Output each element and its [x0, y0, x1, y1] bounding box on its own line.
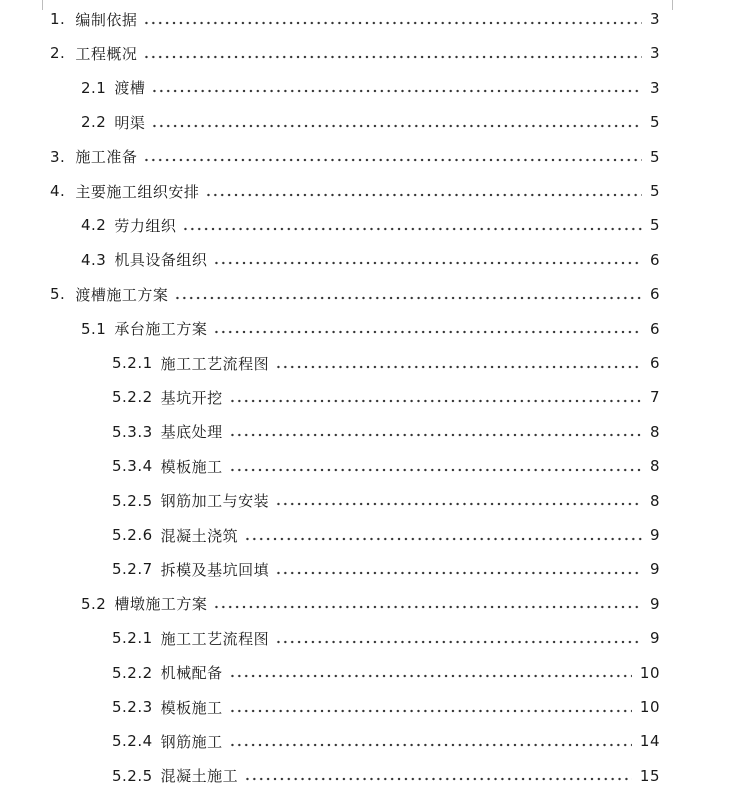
toc-entry-title: 主要施工组织安排: [75, 182, 200, 201]
toc-dot-leader: [229, 468, 642, 472]
toc-entry-page-number: 14: [639, 732, 660, 751]
toc-entry[interactable]: [112, 726, 660, 756]
toc-dot-leader: [229, 743, 632, 747]
toc-dot-leader: [275, 502, 642, 506]
toc-entry-title: 施工准备: [75, 148, 138, 167]
toc-entry-number: 4.3: [81, 250, 107, 269]
toc-dot-leader: [143, 21, 642, 25]
toc-dot-leader: [244, 777, 632, 781]
toc-dot-leader: [182, 227, 642, 231]
toc-entry-number: 4.2: [81, 216, 107, 235]
toc-entry-title: 承台施工方案: [114, 320, 208, 339]
toc-entry-number: 5.3.4: [112, 457, 153, 476]
toc-entry-page-number: 7: [649, 388, 660, 407]
toc-entry-number: 5.1: [81, 319, 107, 338]
toc-entry-title: 工程概况: [75, 44, 138, 63]
toc-entry-number: 5.2.2: [112, 388, 153, 407]
toc-entry[interactable]: [50, 4, 660, 34]
toc-entry-number: 2.1: [81, 78, 107, 97]
toc-entry[interactable]: [50, 176, 660, 206]
toc-dot-leader: [213, 261, 642, 265]
toc-entry-number: 5.3.3: [112, 422, 153, 441]
toc-entry[interactable]: [112, 520, 660, 550]
toc-entry-number: 1.: [50, 10, 66, 28]
toc-entry-number: 5.2.6: [112, 526, 153, 544]
toc-entry-number: 5.2: [81, 594, 107, 613]
toc-entry-number: 3.: [50, 147, 66, 166]
toc-entry-page-number: 6: [649, 285, 660, 304]
toc-entry-page-number: 8: [649, 457, 660, 476]
toc-entry-page-number: 9: [649, 594, 660, 613]
toc-entry-title: 施工工艺流程图: [160, 629, 270, 648]
toc-dot-leader: [143, 158, 642, 162]
toc-entry-title: 钢筋施工: [160, 732, 223, 751]
toc-entry-title: 编制依据: [75, 10, 138, 29]
toc-entry[interactable]: [81, 314, 660, 344]
toc-dot-leader: [229, 709, 632, 713]
toc-entry[interactable]: [81, 245, 660, 275]
toc-entry-title: 机械配备: [160, 664, 223, 683]
toc-dot-leader: [275, 640, 642, 644]
toc-entry-page-number: 9: [649, 560, 660, 579]
toc-entry-title: 模板施工: [160, 698, 223, 717]
toc-entry-title: 明渠: [114, 113, 146, 132]
toc-dot-leader: [275, 571, 642, 575]
toc-dot-leader: [151, 124, 642, 128]
toc-entry-title: 拆模及基坑回填: [160, 560, 270, 579]
toc-dot-leader: [229, 674, 632, 678]
toc-entry-number: 5.2.5: [112, 766, 153, 785]
toc-entry-page-number: 8: [649, 491, 660, 510]
toc-entry-title: 劳力组织: [114, 216, 177, 235]
toc-entry-number: 5.2.5: [112, 491, 153, 510]
toc-entry-page-number: 5: [649, 216, 660, 235]
page-corner-mark-right: [672, 0, 687, 10]
toc-entry-number: 5.: [50, 285, 66, 304]
toc-entry-title: 槽墩施工方案: [114, 595, 208, 614]
toc-entry-number: 5.2.7: [112, 560, 153, 579]
page-corner-mark-left: [28, 0, 43, 10]
toc-entry-page-number: 5: [649, 182, 660, 200]
toc-entry-page-number: 15: [639, 766, 660, 785]
toc-entry-page-number: 8: [649, 422, 660, 441]
toc-entry[interactable]: [112, 451, 660, 481]
toc-dot-leader: [229, 433, 642, 437]
toc-entry-page-number: 10: [639, 698, 660, 716]
toc-entry[interactable]: [112, 761, 660, 791]
toc-entry-page-number: 6: [649, 319, 660, 338]
toc-entry-number: 2.2: [81, 113, 107, 132]
toc-entry[interactable]: [112, 623, 660, 653]
toc-entry-title: 渡槽: [114, 79, 146, 98]
toc-entry-page-number: 3: [649, 10, 660, 28]
toc-dot-leader: [174, 296, 642, 300]
toc-dot-leader: [213, 605, 642, 609]
toc-entry-number: 5.2.4: [112, 732, 153, 751]
toc-entry-number: 5.2.3: [112, 698, 153, 716]
toc-dot-leader: [213, 330, 642, 334]
toc-entry-number: 5.2.1: [112, 629, 153, 648]
toc-entry[interactable]: [112, 658, 660, 688]
toc-entry-number: 2.: [50, 44, 66, 63]
toc-entry[interactable]: [81, 107, 660, 137]
toc-entry[interactable]: [112, 692, 660, 722]
toc-entry-page-number: 9: [649, 629, 660, 648]
toc-entry[interactable]: [112, 554, 660, 584]
toc-entry-number: 5.2.2: [112, 663, 153, 682]
toc-entry-number: 4.: [50, 182, 66, 200]
toc-dot-leader: [205, 193, 642, 197]
toc-entry-page-number: 10: [639, 663, 660, 682]
toc-entry[interactable]: [112, 382, 660, 412]
toc-entry-page-number: 5: [649, 113, 660, 132]
toc-entry-title: 基坑开挖: [160, 388, 223, 407]
toc-entry-page-number: 6: [649, 250, 660, 269]
toc-dot-leader: [229, 399, 642, 403]
toc-entry-title: 混凝土施工: [160, 767, 239, 786]
toc-entry-title: 模板施工: [160, 457, 223, 476]
toc-entry-title: 基底处理: [160, 423, 223, 442]
toc-entry-page-number: 3: [649, 44, 660, 63]
toc-entry-page-number: 5: [649, 147, 660, 166]
toc-entry-page-number: 9: [649, 526, 660, 544]
toc-entry[interactable]: [81, 73, 660, 103]
toc-entry[interactable]: [112, 348, 660, 378]
toc-entry-title: 钢筋加工与安装: [160, 492, 270, 511]
toc-entry[interactable]: [50, 279, 660, 309]
toc-entry-title: 施工工艺流程图: [160, 354, 270, 373]
toc-entry-title: 混凝土浇筑: [160, 526, 239, 545]
toc-entry-number: 5.2.1: [112, 354, 153, 372]
toc-entry-title: 渡槽施工方案: [75, 285, 169, 304]
toc-dot-leader: [244, 537, 642, 541]
toc-entry[interactable]: [112, 486, 660, 516]
toc-entry[interactable]: [81, 210, 660, 240]
toc-entry[interactable]: [50, 142, 660, 172]
toc-dot-leader: [275, 365, 642, 369]
toc-entry-page-number: 3: [649, 78, 660, 97]
toc-entry[interactable]: [81, 589, 660, 619]
toc-entry-page-number: 6: [649, 354, 660, 372]
toc-dot-leader: [143, 55, 642, 59]
toc-dot-leader: [151, 89, 642, 93]
toc-entry-title: 机具设备组织: [114, 251, 208, 270]
toc-entry[interactable]: [112, 417, 660, 447]
toc-entry[interactable]: [50, 38, 660, 68]
